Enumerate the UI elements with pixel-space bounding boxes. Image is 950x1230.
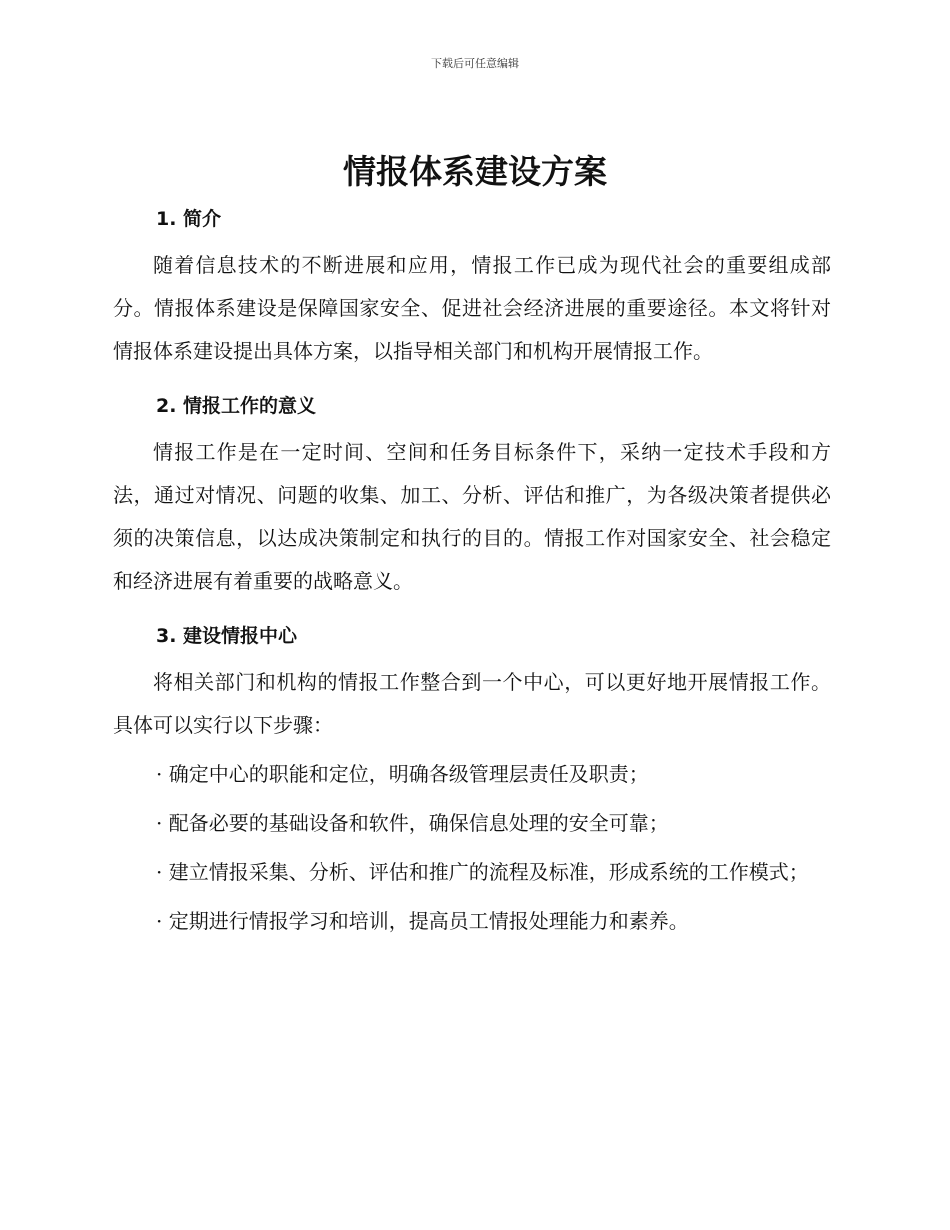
section-introduction [113,200,831,373]
paragraph: 将相关部门和机构的情报工作整合到一个中心，可以更好地开展情报工作。具体可以实行以下步骤： [113,670,831,737]
section-heading: 1. 简介 [156,208,222,230]
section-heading: 3. 建设情报中心 [156,625,298,647]
list-item: · 配备必要的基础设备和软件，确保信息处理的安全可靠； [156,811,669,835]
section-heading: 2. 情报工作的意义 [156,395,317,417]
paragraph: 随着信息技术的不断进展和应用，情报工作已成为现代社会的重要组成部分。情报体系建设是保障国家安全、促进社会经济进展的重要途径。本文将针对情报体系建设提出具体方案，以指导相关部门和机构开展情报工作。 [113,253,831,363]
list-item: · 建立情报采集、分析、评估和推广的流程及标准，形成系统的工作模式； [156,860,809,884]
section-significance [113,387,831,603]
section-build-center [113,617,831,943]
paragraph: 情报工作是在一定时间、空间和任务目标条件下，采纳一定技术手段和方法，通过对情况、问题的收集、加工、分析、评估和推广，为各级决策者提供必须的决策信息，以达成决策制定和执行的目的。情报工作对国家安全、社会稳定和经济进展有着重要的战略意义。 [113,440,831,593]
list-item: · 定期进行情报学习和培训，提高员工情报处理能力和素养。 [156,909,689,933]
document-body [113,200,831,943]
document-title: 情报体系建设方案 [343,152,607,191]
list-item: · 确定中心的职能和定位，明确各级管理层责任及职责； [156,762,649,786]
header-note: 下载后可任意编辑 [431,57,519,70]
